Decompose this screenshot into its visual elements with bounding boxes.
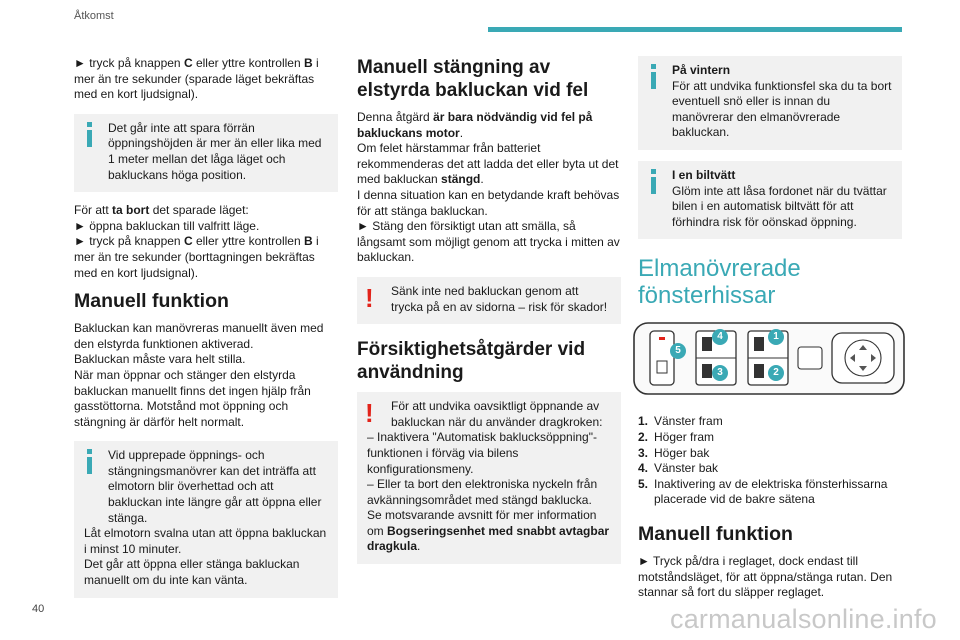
warning-icon: ! bbox=[365, 398, 374, 429]
save-step-paragraph: ► tryck på knappen C eller yttre kontrollen B i mer än tre sekunder (sparade läget bekräftas med en kort ljudsignal). bbox=[74, 56, 319, 102]
column-3 bbox=[638, 56, 902, 601]
info-icon bbox=[82, 449, 100, 475]
callout-5: 5 bbox=[670, 343, 686, 359]
info-box-overheating: Vid upprepade öppnings- och stängningsmanövrer kan det inträffa att elmotorn blir överhettad och att bakluckan inte längre går att öppna eller stänga. Låt elmotorn svalna utan att öppna bakluckan i minst 10 minuter. Det går att öppna eller stänga bakluckan manuellt om du inte kan vänta. bbox=[74, 441, 338, 597]
heading-manual-function: Manuell funktion bbox=[74, 290, 229, 313]
column-1 bbox=[74, 56, 338, 609]
towing-step-1: – Inaktivera "Automatisk baklucksöppning"-funktionen i förväg via bilens konfigurationsmeny. bbox=[367, 430, 597, 476]
section-title: Åtkomst bbox=[74, 10, 114, 22]
remove-step-2: ► tryck på knappen C eller yttre kontrollen B i mer än tre sekunder (borttagningen bekräftas med en kort ljudsignal). bbox=[74, 234, 319, 280]
list-item: 1. Vänster fram bbox=[638, 414, 723, 429]
list-item: 2. Höger fram bbox=[638, 429, 715, 444]
warning-box-towing: ! För att undvika oavsiktligt öppnande av bakluckan när du använder dragkroken: – Inaktivera "Automatisk baklucksöppning"-funktionen i förväg via bilens konfigurationsmeny. – Eller ta bort den elektroniska nyckeln från avkänningsområdet med stängd bakluckа. Se motsvarande avsnitt för mer information om Bogseringsenhet med snabbt avtagbar dragkula. bbox=[357, 392, 621, 564]
heading-safety: Försiktighetsåtgärder vid användning bbox=[357, 339, 586, 384]
manual-paragraph-2: Bakluckan måste vara helt stilla. bbox=[74, 352, 246, 367]
closing-paragraph-1: Denna åtgärd är bara nödvändig vid fel på bakluckans motor. bbox=[357, 110, 593, 140]
header-accent-bar bbox=[488, 27, 902, 32]
manual-paragraph-3: När man öppnar och stänger den elstyrda bakluckan manuellt finns det ingen hjälp från gasstöttorna. Motstånd mot öppning och stängning är därför helt normalt. bbox=[74, 367, 311, 429]
warning-icon: ! bbox=[365, 282, 374, 313]
page-number: 40 bbox=[32, 603, 45, 615]
window-switch-legend bbox=[638, 414, 902, 508]
callout-3: 3 bbox=[712, 365, 728, 381]
info-box-carwash: I en biltvätt Glöm inte att låsa fordonet när du tvättar bilen i en automatisk biltvätt för att förhindra risk för oönskad öppning. bbox=[638, 161, 902, 239]
towing-reference: Se motsvarande avsnitt för mer information om Bogseringsenhet med snabbt avtagbar dragkula. bbox=[367, 508, 610, 554]
heading-power-windows: Elmanövrerade fönsterhissar bbox=[638, 255, 801, 310]
towing-step-2: – Eller ta bort den elektroniska nyckeln från avkänningsområdet med stängd bakluckа. bbox=[367, 477, 598, 507]
list-item: 4. Vänster bak bbox=[638, 461, 719, 476]
info-box-winter: På vintern För att undvika funktionsfel ska du ta bort eventuell snö eller is innan du manövrerar den elmanövrerade bakluckan. bbox=[638, 56, 902, 150]
remove-saved-intro: För att ta bort det sparade läget: bbox=[74, 203, 249, 218]
warning-box-sides: ! Sänk inte ned bakluckan genom att trycka på en av sidorna – risk för skador! bbox=[357, 277, 621, 324]
info-overheating-line-3: Det går att öppna eller stänga bakluckan manuellt om du inte kan vänta. bbox=[84, 557, 300, 588]
closing-paragraph-4: ► Stäng den försiktigt utan att smälla, så långsamt som möjligt genom att trycka i mitten av bakluckan. bbox=[357, 219, 620, 265]
remove-step-1: ► öppna bakluckan till valfritt läge. bbox=[74, 218, 260, 233]
closing-paragraph-3: I denna situation kan en betydande kraft behövas för att stänga bakluckan. bbox=[357, 187, 620, 218]
window-switch-panel-figure bbox=[632, 321, 906, 396]
callout-1: 1 bbox=[768, 329, 784, 345]
list-item: 3. Höger bak bbox=[638, 445, 710, 460]
info-icon bbox=[82, 122, 100, 148]
info-overheating-line-2: Låt elmotorn svalna utan att öppna bakluckan i minst 10 minuter. bbox=[84, 526, 327, 556]
manual-windows-paragraph: ► Tryck på/dra i reglaget, dock endast till motståndsläget, för att öppna/stänga rutan. Den stannar så fort du släpper reglaget. bbox=[638, 553, 893, 600]
column-2 bbox=[357, 56, 621, 575]
closing-paragraph-2: Om felet härstammar från batteriet rekommenderas det att ladda det eller byta ut det med bakluckan stängd. bbox=[357, 141, 619, 187]
watermark: carmanualsonline.info bbox=[670, 604, 937, 634]
manual-paragraph-1: Bakluckan kan manövreras manuellt även med den elstyrda funktionen aktiverad. bbox=[74, 321, 324, 351]
heading-manual-function-windows: Manuell funktion bbox=[638, 522, 793, 545]
info-box-save-height: Det går inte att spara förrän öppningshöjden är mer än eller lika med 1 meter mellan det låga läget och bakluckans höga position. bbox=[74, 114, 338, 192]
list-item: 5. Inaktivering av de elektriska fönsterhissarna placerade vid de bakre sätena bbox=[638, 476, 888, 507]
callout-4: 4 bbox=[712, 329, 728, 345]
callout-2: 2 bbox=[768, 365, 784, 381]
heading-manual-closing: Manuell stängning av elstyrda bakluckan vid fel bbox=[357, 57, 589, 101]
